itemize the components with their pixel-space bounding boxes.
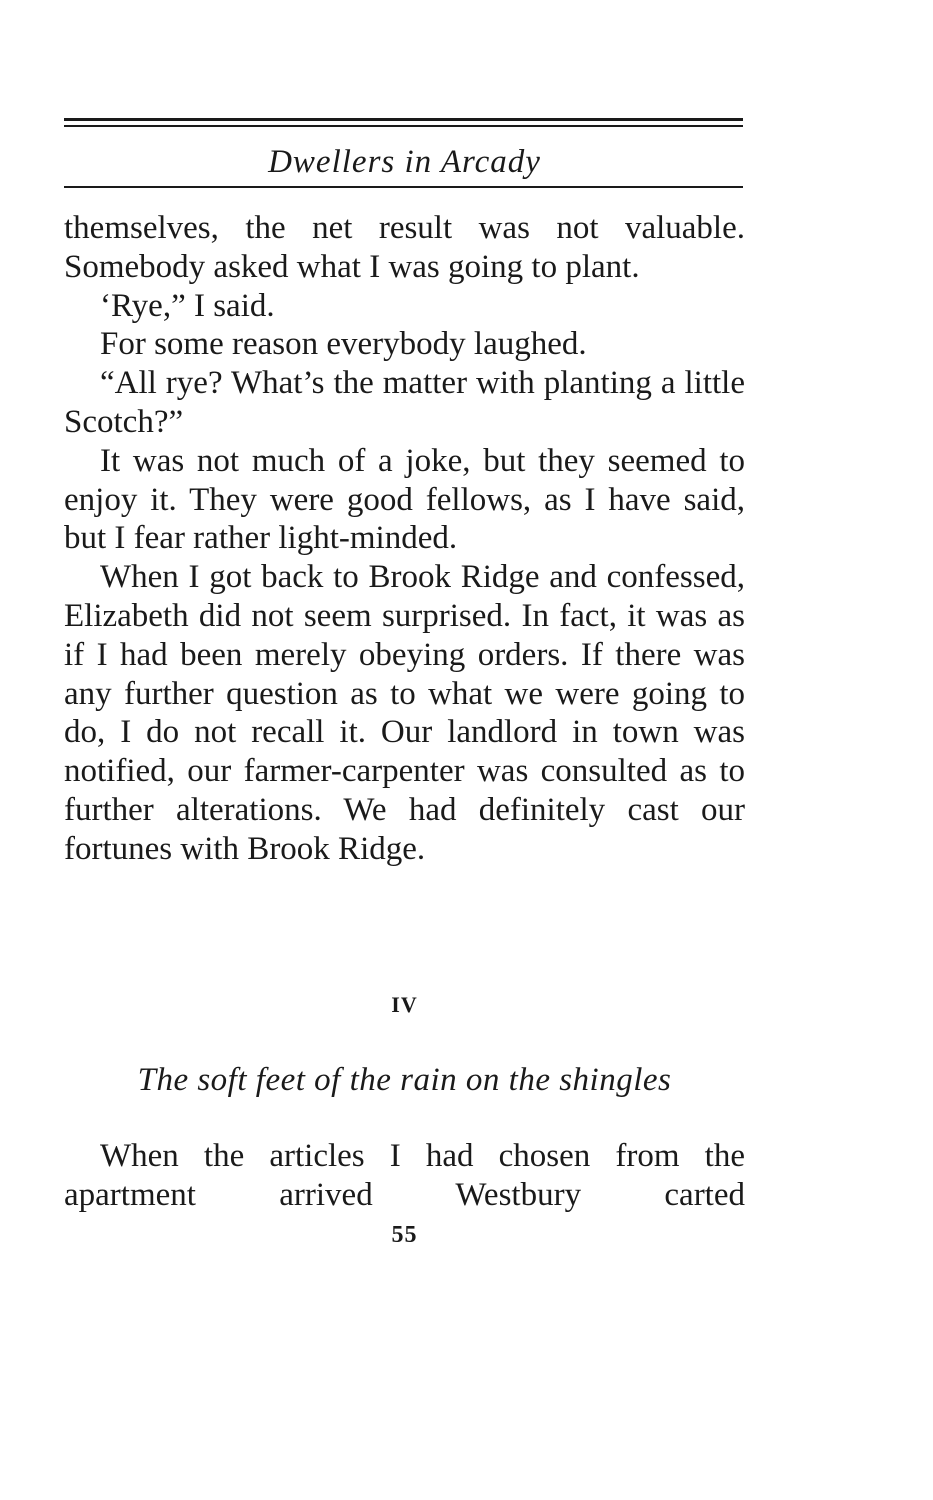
- book-page: [64, 0, 745, 1500]
- paragraph: For some reason everybody laughed.: [100, 326, 587, 363]
- header-double-rule: [64, 118, 743, 127]
- paragraph: themselves, the net result was not valuable. Somebody asked what I was going to plant.: [64, 210, 745, 285]
- paragraph: When the articles I had chosen from the apartment arrived Westbury carted: [64, 1138, 745, 1213]
- header-rule: [64, 186, 743, 188]
- body-text: [64, 209, 745, 869]
- page-number: 55: [391, 1222, 418, 1248]
- section-text: [64, 1137, 745, 1215]
- paragraph: It was not much of a joke, but they seemed to enjoy it. They were good fellows, as I have said, but I fear rather light-minded.: [64, 442, 745, 557]
- section-epigraph: The soft feet of the rain on the shingles: [137, 1062, 672, 1098]
- section-number: IV: [391, 992, 418, 1017]
- running-head-title: Dwellers in Arcady: [268, 144, 541, 180]
- paragraph: ‘Rye,” I said.: [100, 287, 275, 324]
- paragraph: “All rye? What’s the matter with planting a little Scotch?”: [64, 365, 745, 440]
- paragraph: When I got back to Brook Ridge and confessed, Elizabeth did not seem surprised. In fact, it was as if I had been merely obeying orders. If there was any further question as to what we were going to do, I do not recall it. Our landlord in town was notified, our farmer-carpenter was consulted as to further alterations. We had definitely cast our fortunes with Brook Ridge.: [64, 559, 745, 867]
